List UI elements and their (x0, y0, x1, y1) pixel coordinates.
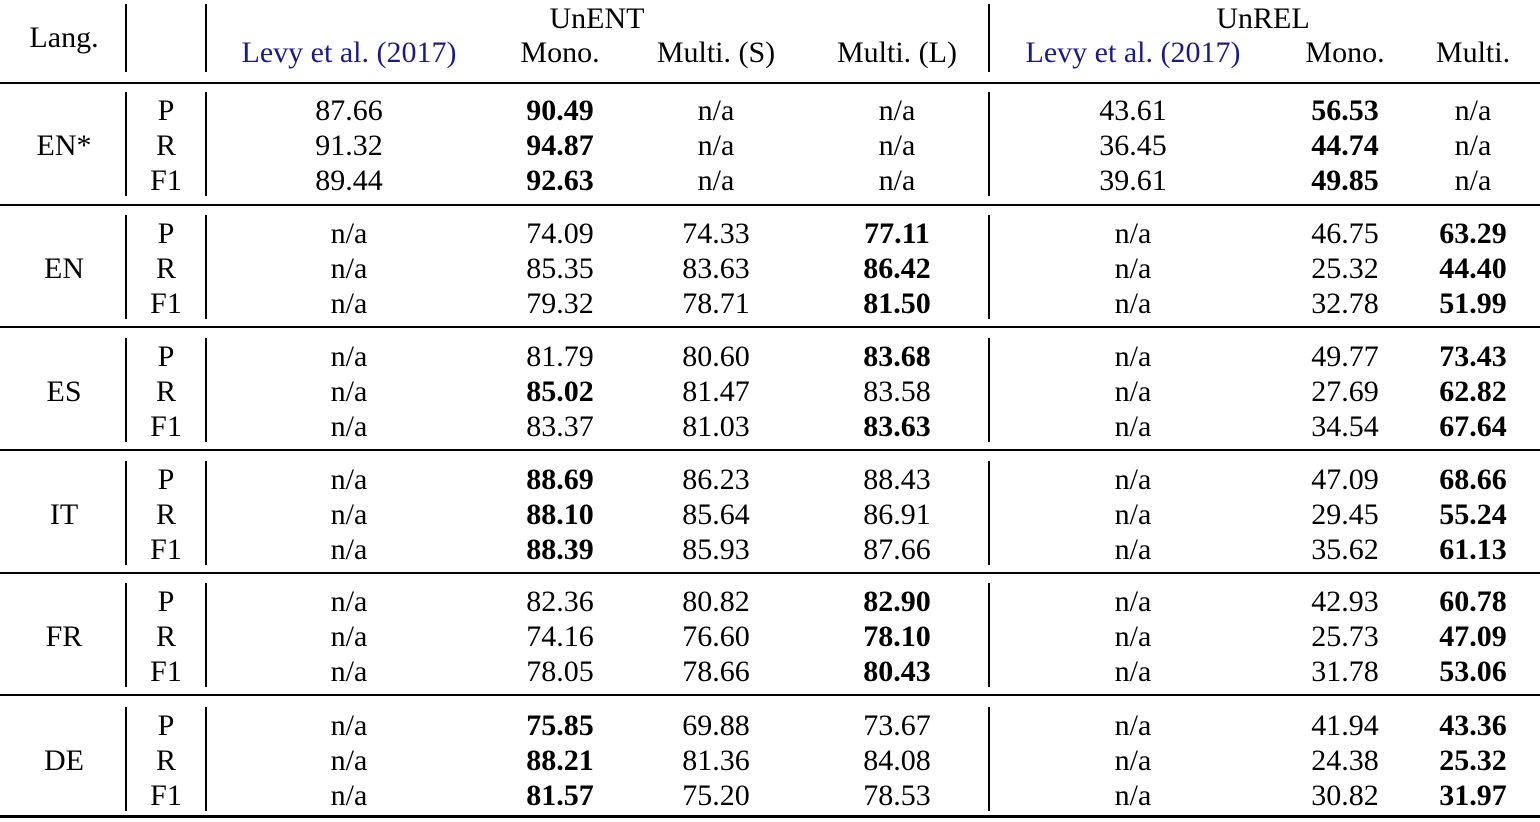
table-cell: 88.39 (526, 533, 594, 566)
table-cell: 80.43 (863, 655, 931, 688)
table-cell: 69.88 (682, 709, 750, 742)
metric-label: P (157, 709, 175, 742)
table-cell: 81.50 (863, 287, 931, 320)
table-cell: n/a (1114, 620, 1152, 653)
table-cell: n/a (330, 779, 368, 812)
header-col: Levy et al. (2017) (241, 36, 457, 69)
table-cell: n/a (697, 164, 735, 197)
table-cell: 78.05 (526, 655, 594, 688)
table-cell: 88.10 (526, 498, 594, 531)
table-cell: n/a (330, 217, 368, 250)
metric-label: P (157, 217, 175, 250)
table-cell: 29.45 (1311, 498, 1379, 531)
lang-label: FR (45, 620, 83, 653)
table-cell: 83.63 (863, 410, 931, 443)
header-col: Multi. (1435, 36, 1511, 69)
metric-label: F1 (150, 533, 182, 566)
table-cell: 42.93 (1311, 585, 1379, 618)
table-cell: n/a (878, 94, 916, 127)
vertical-rule (205, 583, 207, 687)
table-cell: 78.71 (682, 287, 750, 320)
table-cell: 87.66 (863, 533, 931, 566)
metric-label: R (155, 744, 177, 777)
table-cell: 77.11 (864, 217, 930, 250)
bottom-rule (0, 815, 1540, 818)
table-cell: 78.66 (682, 655, 750, 688)
table-cell: 83.63 (682, 252, 750, 285)
lang-label: ES (46, 375, 82, 408)
table-cell: 27.69 (1311, 375, 1379, 408)
vertical-rule (205, 4, 207, 72)
table-cell: n/a (330, 287, 368, 320)
table-cell: 81.47 (682, 375, 750, 408)
table-cell: n/a (1454, 164, 1492, 197)
table-cell: 47.09 (1439, 620, 1507, 653)
table-cell: n/a (697, 94, 735, 127)
table-cell: 83.37 (526, 410, 594, 443)
table-cell: 86.23 (682, 463, 750, 496)
metric-label: F1 (150, 410, 182, 443)
table-cell: n/a (330, 463, 368, 496)
table-cell: n/a (1114, 463, 1152, 496)
table-cell: 30.82 (1311, 779, 1379, 812)
vertical-rule (125, 338, 127, 442)
table-cell: 51.99 (1439, 287, 1507, 320)
metric-label: F1 (150, 287, 182, 320)
table-cell: 46.75 (1311, 217, 1379, 250)
table-cell: 63.29 (1439, 217, 1507, 250)
table-cell: 81.57 (526, 779, 594, 812)
group-rule (0, 449, 1540, 451)
table-cell: 83.68 (863, 340, 931, 373)
table-cell: 85.02 (526, 375, 594, 408)
table-cell: 88.69 (526, 463, 594, 496)
table-cell: n/a (1114, 779, 1152, 812)
metric-label: F1 (150, 655, 182, 688)
table-cell: 83.58 (863, 375, 931, 408)
header-group-unrel: UnREL (1216, 2, 1310, 35)
table-cell: 84.08 (863, 744, 931, 777)
vertical-rule (988, 583, 990, 687)
vertical-rule (125, 92, 127, 196)
table-cell: n/a (1114, 585, 1152, 618)
table-cell: 34.54 (1311, 410, 1379, 443)
table-cell: 43.36 (1439, 709, 1507, 742)
group-rule (0, 572, 1540, 574)
table-cell: 73.67 (863, 709, 931, 742)
vertical-rule (205, 215, 207, 319)
vertical-rule (205, 92, 207, 196)
header-col: Levy et al. (2017) (1025, 36, 1241, 69)
table-cell: n/a (697, 129, 735, 162)
table-cell: n/a (330, 533, 368, 566)
table-cell: 85.64 (682, 498, 750, 531)
metric-label: F1 (150, 779, 182, 812)
table-cell: 25.32 (1439, 744, 1507, 777)
table-cell: n/a (1114, 744, 1152, 777)
vertical-rule (205, 338, 207, 442)
vertical-rule (125, 4, 127, 72)
table-cell: 74.33 (682, 217, 750, 250)
table-cell: n/a (1114, 498, 1152, 531)
table-cell: n/a (330, 498, 368, 531)
table-cell: n/a (1114, 340, 1152, 373)
table-cell: 49.77 (1311, 340, 1379, 373)
table-cell: 82.90 (863, 585, 931, 618)
vertical-rule (125, 461, 127, 565)
table-cell: n/a (330, 655, 368, 688)
table-cell: n/a (1114, 655, 1152, 688)
table-cell: 39.61 (1099, 164, 1167, 197)
table-cell: n/a (330, 709, 368, 742)
table-cell: 89.44 (315, 164, 383, 197)
table-cell: 82.36 (526, 585, 594, 618)
table-cell: n/a (330, 252, 368, 285)
table-cell: 81.79 (526, 340, 594, 373)
group-rule (0, 326, 1540, 328)
table-cell: n/a (1114, 217, 1152, 250)
table-cell: 25.32 (1311, 252, 1379, 285)
metric-label: F1 (150, 164, 182, 197)
table-cell: n/a (1114, 410, 1152, 443)
vertical-rule (988, 338, 990, 442)
vertical-rule (988, 707, 990, 811)
table-cell: 87.66 (315, 94, 383, 127)
table-cell: 25.73 (1311, 620, 1379, 653)
metric-label: R (155, 252, 177, 285)
metric-label: P (157, 94, 175, 127)
header-rule (0, 82, 1540, 84)
table-cell: 73.43 (1439, 340, 1507, 373)
metric-label: P (157, 463, 175, 496)
table-cell: n/a (330, 410, 368, 443)
table-cell: 68.66 (1439, 463, 1507, 496)
table-cell: 53.06 (1439, 655, 1507, 688)
table-cell: 36.45 (1099, 129, 1167, 162)
vertical-rule (205, 707, 207, 811)
metric-label: R (155, 620, 177, 653)
table-cell: 44.40 (1439, 252, 1507, 285)
table-cell: 79.32 (526, 287, 594, 320)
table-cell: n/a (330, 744, 368, 777)
vertical-rule (988, 4, 990, 72)
table-cell: 78.53 (863, 779, 931, 812)
table-cell: 85.35 (526, 252, 594, 285)
metric-label: R (155, 498, 177, 531)
header-col: Multi. (S) (656, 36, 776, 69)
table-cell: 75.85 (526, 709, 594, 742)
table-cell: 35.62 (1311, 533, 1379, 566)
table-cell: 67.64 (1439, 410, 1507, 443)
table-cell: n/a (1114, 375, 1152, 408)
table-cell: 32.78 (1311, 287, 1379, 320)
table-cell: 60.78 (1439, 585, 1507, 618)
table-cell: 75.20 (682, 779, 750, 812)
header-lang: Lang. (29, 21, 99, 54)
table-cell: 92.63 (526, 164, 594, 197)
vertical-rule (125, 215, 127, 319)
table-cell: 56.53 (1311, 94, 1379, 127)
table-cell: 61.13 (1439, 533, 1507, 566)
metric-label: P (157, 340, 175, 373)
table-cell: 31.97 (1439, 779, 1507, 812)
table-cell: 31.78 (1311, 655, 1379, 688)
vertical-rule (125, 707, 127, 811)
table-cell: n/a (1114, 709, 1152, 742)
table-cell: 91.32 (315, 129, 383, 162)
header-col: Mono. (1305, 36, 1385, 69)
group-rule (0, 694, 1540, 696)
table-cell: n/a (330, 585, 368, 618)
table-cell: 88.43 (863, 463, 931, 496)
header-col: Mono. (520, 36, 600, 69)
lang-label: EN* (36, 129, 92, 162)
header-col: Multi. (L) (837, 36, 957, 69)
table-cell: 76.60 (682, 620, 750, 653)
table-cell: n/a (878, 129, 916, 162)
vertical-rule (988, 92, 990, 196)
table-cell: 74.09 (526, 217, 594, 250)
metric-label: R (155, 129, 177, 162)
vertical-rule (125, 583, 127, 687)
metric-label: R (155, 375, 177, 408)
table-cell: 81.36 (682, 744, 750, 777)
table-cell: 78.10 (863, 620, 931, 653)
lang-label: DE (44, 744, 84, 777)
vertical-rule (988, 461, 990, 565)
table-cell: 47.09 (1311, 463, 1379, 496)
table-cell: n/a (330, 375, 368, 408)
lang-label: IT (49, 498, 79, 531)
vertical-rule (988, 215, 990, 319)
table-cell: 88.21 (526, 744, 594, 777)
table-cell: 49.85 (1311, 164, 1379, 197)
table-cell: 44.74 (1311, 129, 1379, 162)
table-cell: 86.42 (863, 252, 931, 285)
vertical-rule (205, 461, 207, 565)
table-cell: 81.03 (682, 410, 750, 443)
table-cell: 90.49 (526, 94, 594, 127)
table-cell: 80.82 (682, 585, 750, 618)
table-cell: 85.93 (682, 533, 750, 566)
table-cell: n/a (1114, 287, 1152, 320)
group-rule (0, 204, 1540, 206)
table-cell: 43.61 (1099, 94, 1167, 127)
lang-label: EN (44, 252, 84, 285)
table-cell: n/a (1454, 129, 1492, 162)
table-cell: n/a (878, 164, 916, 197)
table-cell: 74.16 (526, 620, 594, 653)
table-cell: n/a (1454, 94, 1492, 127)
table-cell: n/a (1114, 533, 1152, 566)
table-cell: 24.38 (1311, 744, 1379, 777)
table-cell: n/a (330, 620, 368, 653)
table-cell: n/a (1114, 252, 1152, 285)
table-cell: 80.60 (682, 340, 750, 373)
metric-label: P (157, 585, 175, 618)
table-cell: 86.91 (863, 498, 931, 531)
table-cell: 41.94 (1311, 709, 1379, 742)
header-group-unent: UnENT (549, 2, 645, 35)
table-cell: 55.24 (1439, 498, 1507, 531)
table-cell: 62.82 (1439, 375, 1507, 408)
table-cell: 94.87 (526, 129, 594, 162)
table-cell: n/a (330, 340, 368, 373)
